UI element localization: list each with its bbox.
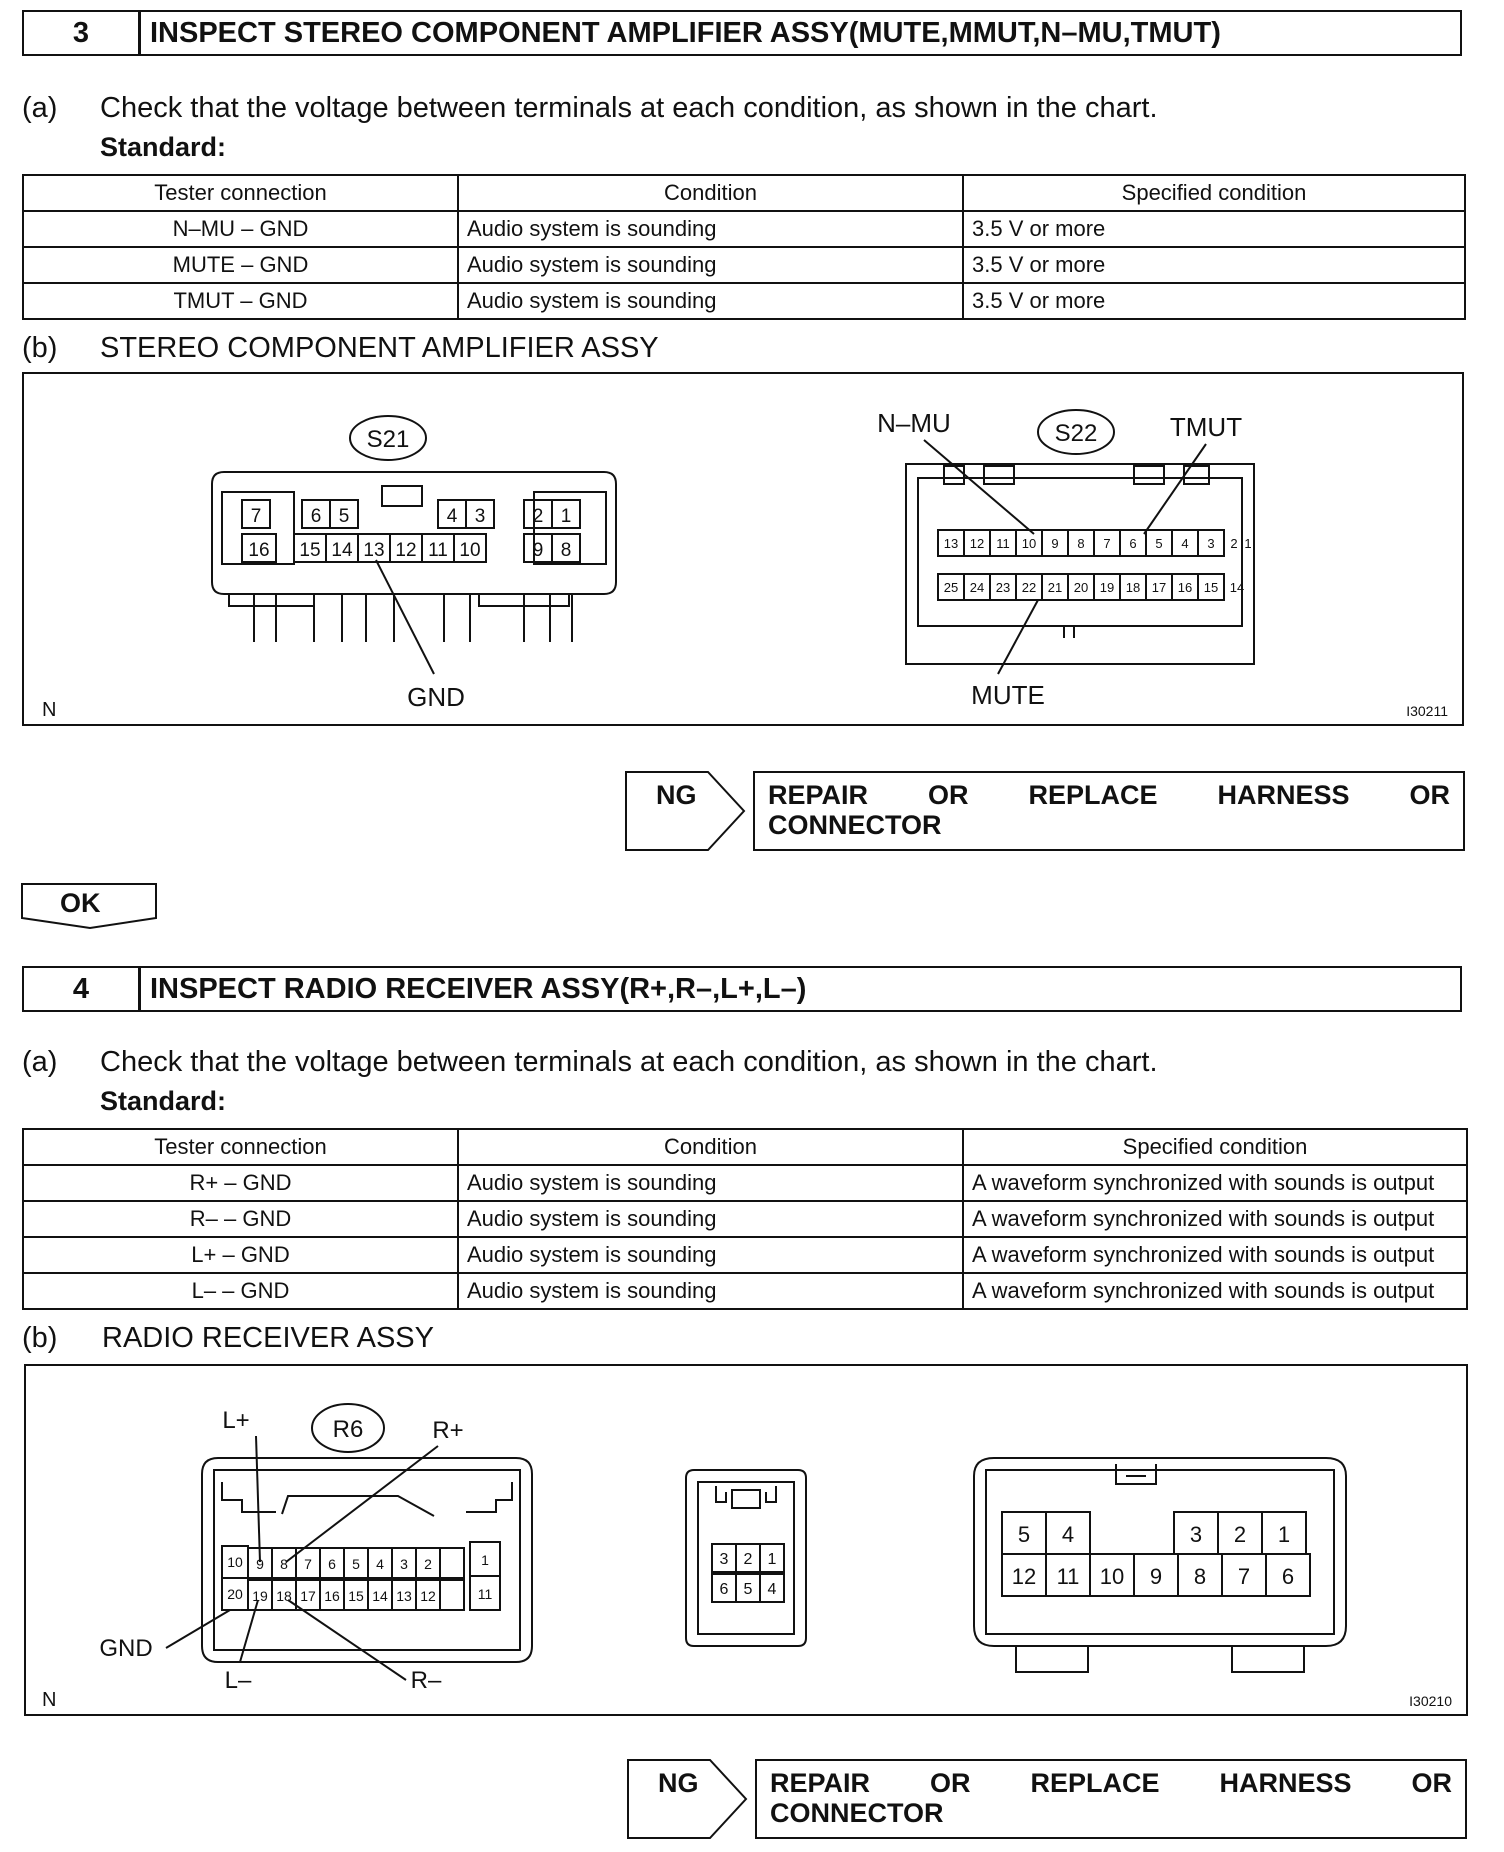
ng-action-line1: REPAIR OR REPLACE HARNESS OR (768, 780, 1450, 810)
svg-text:5: 5 (743, 1581, 753, 1598)
svg-text:3: 3 (1189, 1522, 1203, 1547)
svg-text:10: 10 (459, 540, 481, 561)
svg-text:2: 2 (424, 1556, 432, 1572)
item-a-label: (a) (22, 92, 58, 124)
svg-text:13: 13 (943, 536, 959, 551)
svg-text:3: 3 (1207, 536, 1215, 551)
item-b-text: STEREO COMPONENT AMPLIFIER ASSY (100, 332, 659, 364)
table-row (23, 1201, 1467, 1237)
item-a-text: Check that the voltage between terminals at each condition, as shown in the chart. (100, 92, 1158, 124)
gnd-leader-line (166, 1610, 230, 1648)
table-cell: Audio system is sounding (458, 1201, 963, 1237)
svg-text:17: 17 (300, 1588, 316, 1604)
svg-text:13: 13 (396, 1588, 412, 1604)
connector-id-s22: S22 (1054, 420, 1098, 447)
column-header: Condition (458, 1129, 963, 1165)
item-b-label: (b) (22, 1322, 58, 1354)
step-title: INSPECT RADIO RECEIVER ASSY(R+,R–,L+,L–) (150, 972, 807, 1005)
svg-text:17: 17 (1151, 580, 1167, 595)
svg-text:12: 12 (420, 1588, 436, 1604)
svg-text:1: 1 (1277, 1522, 1291, 1547)
r-minus-leader-line (288, 1600, 406, 1680)
svg-text:1: 1 (767, 1551, 777, 1568)
table-cell: TMUT – GND (23, 283, 458, 319)
ng-label: NG (658, 1768, 699, 1798)
table-cell: A waveform synchronized with sounds is output (963, 1273, 1467, 1309)
svg-text:3: 3 (474, 506, 486, 527)
s22-housing (906, 464, 1254, 664)
svg-text:15: 15 (348, 1588, 364, 1604)
ok-result-tag (20, 882, 160, 930)
label-mute: MUTE (971, 680, 1045, 710)
table-cell: 3.5 V or more (963, 211, 1465, 247)
svg-text:6: 6 (719, 1581, 729, 1598)
svg-text:11: 11 (996, 536, 1010, 551)
step-title: INSPECT STEREO COMPONENT AMPLIFIER ASSY(MUTE,MMUT,N–MU,TMUT) (150, 16, 1221, 49)
svg-text:2: 2 (532, 506, 544, 527)
svg-text:5: 5 (1017, 1522, 1031, 1547)
svg-text:10: 10 (227, 1554, 243, 1570)
figure-corner-mark: N (42, 699, 57, 721)
connector-id-s21: S21 (366, 426, 410, 453)
svg-text:15: 15 (299, 540, 321, 561)
connector-figure-s21-s22 (22, 372, 1464, 726)
column-header: Specified condition (963, 1129, 1467, 1165)
table-cell: R+ – GND (23, 1165, 458, 1201)
table-cell: A waveform synchronized with sounds is output (963, 1237, 1467, 1273)
standard-label: Standard: (100, 1086, 227, 1116)
svg-text:10: 10 (1099, 1564, 1125, 1589)
l-plus-leader-line (256, 1436, 260, 1562)
svg-text:11: 11 (1056, 1564, 1080, 1589)
svg-text:7: 7 (1103, 536, 1111, 551)
svg-text:1: 1 (1244, 536, 1252, 551)
ng-action-line2: CONNECTOR (768, 810, 942, 840)
table-cell: Audio system is sounding (458, 211, 963, 247)
svg-text:12: 12 (969, 536, 985, 551)
svg-text:18: 18 (1125, 580, 1141, 595)
table-cell: 3.5 V or more (963, 283, 1465, 319)
step-number: 3 (24, 12, 141, 54)
table-header-row (23, 1129, 1467, 1165)
item-b-text: RADIO RECEIVER ASSY (102, 1322, 434, 1354)
right-connector-pin-numbers (1012, 1522, 1294, 1589)
ok-label: OK (60, 888, 101, 918)
table-row (23, 211, 1465, 247)
table-cell: N–MU – GND (23, 211, 458, 247)
svg-text:1: 1 (481, 1552, 489, 1568)
table-row (23, 247, 1465, 283)
svg-text:7: 7 (1237, 1564, 1251, 1589)
table-header-row (23, 175, 1465, 211)
ng-result-box (624, 770, 1466, 852)
svg-text:7: 7 (304, 1556, 312, 1572)
item-a-label: (a) (22, 1046, 58, 1078)
svg-text:23: 23 (995, 580, 1011, 595)
table-cell: A waveform synchronized with sounds is output (963, 1201, 1467, 1237)
table-cell: L+ – GND (23, 1237, 458, 1273)
svg-text:11: 11 (428, 540, 448, 561)
column-header: Tester connection (23, 1129, 458, 1165)
figure-code: I30211 (1406, 703, 1448, 719)
svg-text:14: 14 (331, 540, 353, 561)
svg-text:12: 12 (395, 540, 417, 561)
svg-text:13: 13 (363, 540, 385, 561)
label-l-minus: L– (224, 1667, 252, 1694)
svg-text:16: 16 (1177, 580, 1193, 595)
label-r-minus: R– (410, 1667, 442, 1694)
svg-text:4: 4 (767, 1581, 777, 1598)
svg-text:20: 20 (227, 1586, 243, 1602)
item-b-label: (b) (22, 332, 58, 364)
svg-text:9: 9 (256, 1556, 264, 1572)
svg-text:2: 2 (743, 1551, 753, 1568)
s21-lock-tab (382, 486, 422, 506)
label-gnd: GND (407, 682, 465, 712)
connector-id-r6: R6 (332, 1416, 364, 1443)
ng-action-line2: CONNECTOR (770, 1798, 944, 1828)
svg-text:6: 6 (328, 1556, 336, 1572)
table-cell: Audio system is sounding (458, 283, 963, 319)
svg-text:7: 7 (250, 506, 262, 527)
table-cell: Audio system is sounding (458, 247, 963, 283)
svg-text:8: 8 (560, 540, 572, 561)
label-r-plus: R+ (432, 1417, 464, 1444)
svg-text:6: 6 (1281, 1564, 1295, 1589)
ng-label: NG (656, 780, 697, 810)
svg-text:5: 5 (338, 506, 350, 527)
svg-text:9: 9 (532, 540, 544, 561)
table-row (23, 1165, 1467, 1201)
svg-text:11: 11 (477, 1586, 493, 1602)
svg-text:3: 3 (400, 1556, 408, 1572)
table-cell: Audio system is sounding (458, 1273, 963, 1309)
mute-leader-line (998, 600, 1038, 674)
tmut-leader-line (1144, 444, 1206, 534)
connector-diagram (26, 1366, 1470, 1718)
svg-text:5: 5 (352, 1556, 360, 1572)
ng-result-box (626, 1758, 1468, 1840)
table-cell: MUTE – GND (23, 247, 458, 283)
svg-text:6: 6 (310, 506, 322, 527)
svg-text:1: 1 (560, 506, 572, 527)
item-a-text: Check that the voltage between terminals at each condition, as shown in the chart. (100, 1046, 1158, 1078)
svg-text:16: 16 (248, 540, 270, 561)
svg-text:21: 21 (1047, 580, 1063, 595)
svg-text:9: 9 (1149, 1564, 1163, 1589)
gnd-leader-line (376, 560, 434, 674)
svg-text:4: 4 (446, 506, 458, 527)
svg-text:25: 25 (943, 580, 959, 595)
svg-text:10: 10 (1021, 536, 1037, 551)
svg-text:4: 4 (1181, 536, 1189, 551)
table-cell: Audio system is sounding (458, 1165, 963, 1201)
table-row (23, 283, 1465, 319)
svg-text:19: 19 (252, 1588, 268, 1604)
table-row (23, 1237, 1467, 1273)
svg-text:4: 4 (1061, 1522, 1075, 1547)
step4-header (22, 966, 1462, 1012)
svg-text:8: 8 (1077, 536, 1085, 551)
n-mu-leader-line (924, 440, 1034, 534)
table-cell: A waveform synchronized with sounds is output (963, 1165, 1467, 1201)
table-cell: Audio system is sounding (458, 1237, 963, 1273)
svg-text:14: 14 (1229, 580, 1245, 595)
connector-figure-r6 (24, 1364, 1468, 1716)
svg-text:16: 16 (324, 1588, 340, 1604)
svg-text:3: 3 (719, 1551, 729, 1568)
step-number: 4 (24, 968, 141, 1010)
table-row (23, 1273, 1467, 1309)
table-cell: R– – GND (23, 1201, 458, 1237)
step3-header (22, 10, 1462, 56)
label-tmut: TMUT (1169, 412, 1243, 442)
connector-diagram (24, 374, 1466, 728)
svg-text:4: 4 (376, 1556, 384, 1572)
r-plus-leader-line (286, 1446, 438, 1562)
svg-text:22: 22 (1021, 580, 1037, 595)
label-n-mu: N–MU (877, 408, 951, 438)
table-cell: L– – GND (23, 1273, 458, 1309)
right-connector-housing (974, 1458, 1346, 1646)
svg-text:12: 12 (1011, 1564, 1037, 1589)
svg-text:2: 2 (1233, 1522, 1247, 1547)
svg-text:19: 19 (1099, 580, 1115, 595)
svg-text:8: 8 (280, 1556, 288, 1572)
svg-text:24: 24 (969, 580, 985, 595)
column-header: Condition (458, 175, 963, 211)
column-header: Specified condition (963, 175, 1465, 211)
label-gnd: GND (99, 1635, 153, 1662)
ng-action-line1: REPAIR OR REPLACE HARNESS OR (770, 1768, 1452, 1798)
label-l-plus: L+ (222, 1407, 250, 1434)
figure-code: I30210 (1409, 1693, 1452, 1709)
spec-table (22, 1128, 1468, 1310)
svg-text:20: 20 (1073, 580, 1089, 595)
svg-text:9: 9 (1051, 536, 1059, 551)
svg-text:8: 8 (1193, 1564, 1207, 1589)
svg-text:2: 2 (1230, 536, 1238, 551)
svg-text:18: 18 (276, 1588, 292, 1604)
standard-label: Standard: (100, 132, 227, 162)
svg-text:14: 14 (372, 1588, 388, 1604)
column-header: Tester connection (23, 175, 458, 211)
svg-text:5: 5 (1155, 536, 1163, 551)
spec-table (22, 174, 1466, 320)
figure-corner-mark: N (42, 1689, 57, 1711)
s21-pins (229, 594, 572, 642)
svg-text:15: 15 (1203, 580, 1219, 595)
table-cell: 3.5 V or more (963, 247, 1465, 283)
svg-text:6: 6 (1129, 536, 1137, 551)
